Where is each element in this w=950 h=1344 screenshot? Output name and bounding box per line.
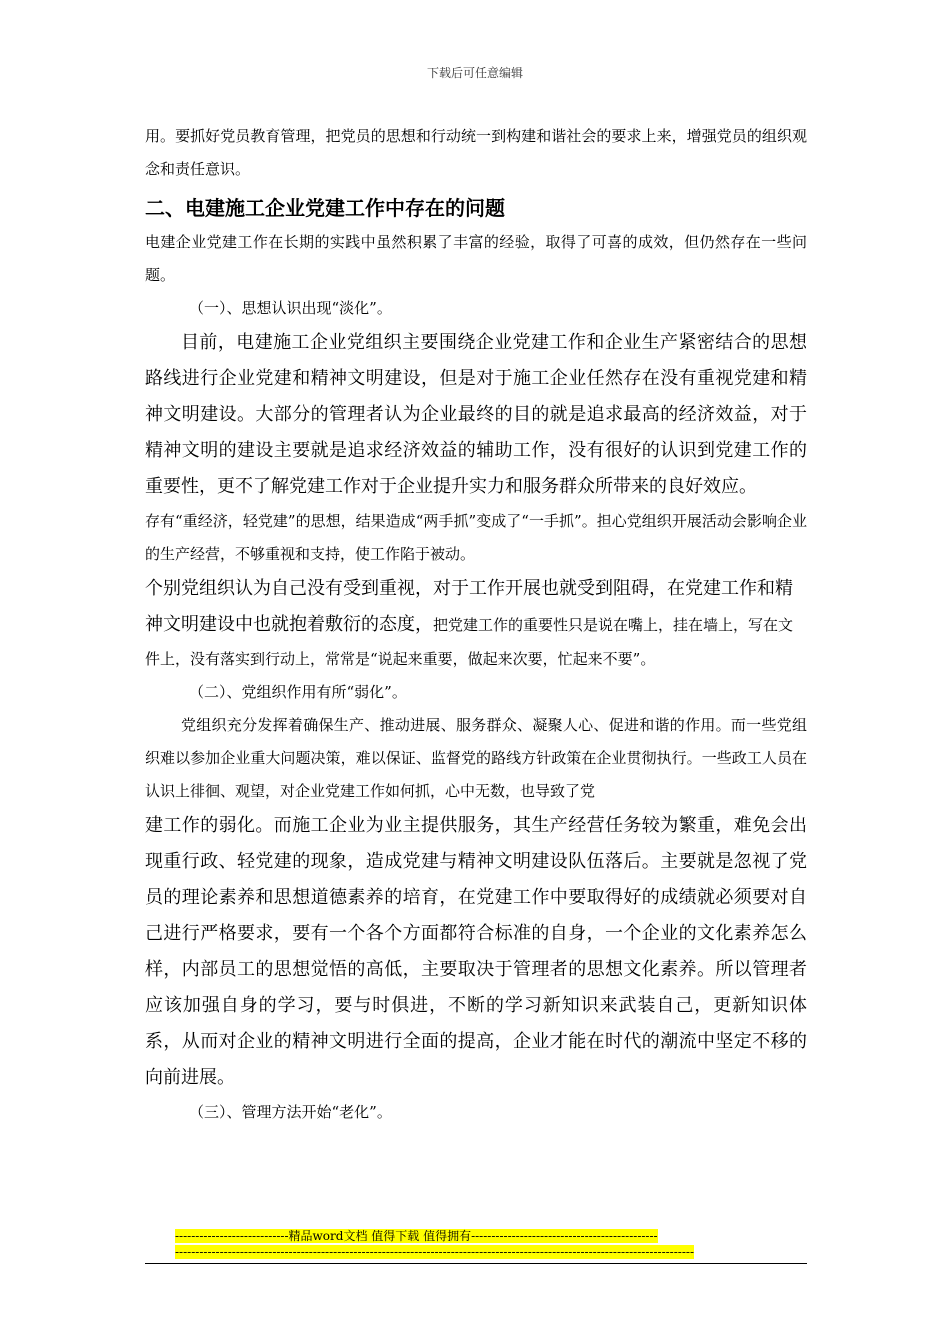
footer-banner-line-1: ----------------------------精品word文档 值得下载 值得拥有---------------------------------------------- <box>175 1229 658 1243</box>
subheading-1: （一）、思想认识出现“淡化”。 <box>189 299 392 317</box>
body-paragraph-2b: 建工作的弱化。而施工企业为业主提供服务，其生产经营任务较为繁重，难免会出现重行政、轻党建的现象，造成党建与精神文明建设队伍落后。主要就是忽视了党员的理论素养和思想道德素养的培育，在党建工作中要取得好的成绩就必须要对自己进行严格要求，要有一个各个方面都符合标准的自身，一个企业的文化素养怎么样，内部员工的思想觉悟的高低，主要取决于管理者的思想文化素养。所以管理者应该加强自身的学习，要与时俱进，不断的学习新知识来武装自己，更新知识体系，从而对企业的精神文明进行全面的提高，企业才能在时代的潮流中坚定不移的向前进展。 <box>145 815 807 1088</box>
lead-paragraph: 电建企业党建工作在长期的实践中虽然积累了丰富的经验，取得了可喜的成效，但仍然存在一些问题。 <box>145 233 807 284</box>
body-paragraph-1b: 存有“重经济，轻党建”的思想，结果造成“两手抓”变成了“一手抓”。担心党组织开展活动会影响企业的生产经营，不够重视和支持，使工作陷于被动。 <box>145 512 807 563</box>
subheading-2: （二）、党组织作用有所“弱化”。 <box>189 683 407 701</box>
footer-banner-line-2: -------------------------------------------------------------------------------------------------------------------------------- <box>175 1245 694 1259</box>
body-paragraph-1d: 把党建工作的重要性只是说在嘴上，挂在墙上，写在文件上，没有落实到行动上，常常是“说起来重要，做起来次要，忙起来不要”。 <box>145 616 794 668</box>
body-paragraph-1a: 目前，电建施工企业党组织主要围绕企业党建工作和企业生产紧密结合的思想路线进行企业党建和精神文明建设，但是对于施工企业任然存在没有重视党建和精神文明建设。大部分的管理者认为企业最终的目的就是追求最高的经济效益，对于精神文明的建设主要就是追求经济效益的辅助工作，没有很好的认识到党建工作的重要性，更不了解党建工作对于企业提升实力和服务群众所带来的良好效应。 <box>145 332 807 497</box>
section-heading: 二、电建施工企业党建工作中存在的问题 <box>145 196 505 220</box>
body-paragraph-2a: 党组织充分发挥着确保生产、推动进展、服务群众、凝聚人心、促进和谐的作用。而一些党组织难以参加企业重大问题决策，难以保证、监督党的路线方针政策在企业贯彻执行。一些政工人员在认识上徘徊、观望，对企业党建工作如何抓，心中无数，也导致了党 <box>145 716 807 800</box>
footer-rule <box>145 1263 807 1264</box>
document-body <box>145 120 807 1129</box>
intro-paragraph: 用。要抓好党员教育管理，把党员的思想和行动统一到构建和谐社会的要求上来，增强党员的组织观念和责任意识。 <box>145 127 807 178</box>
subheading-3: （三）、管理方法开始“老化”。 <box>189 1103 392 1121</box>
page-header: 下载后可任意编辑 <box>426 66 523 80</box>
body-paragraph-1c: 个别党组织认为自己没有受到重视，对于工作开展也就受到阻碍，在党建工作和精神文明建设中也就抱着敷衍的态度， <box>145 578 793 635</box>
page-footer <box>145 1228 807 1264</box>
